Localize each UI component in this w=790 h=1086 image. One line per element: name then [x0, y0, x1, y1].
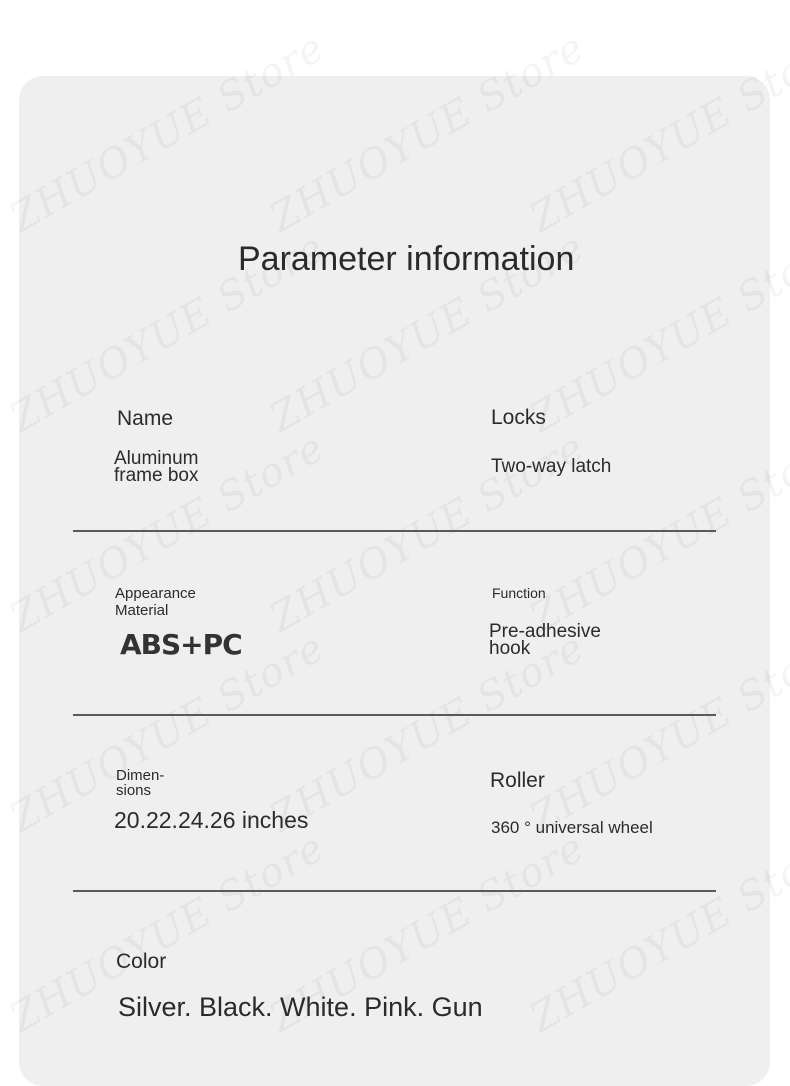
roller-value: 360 ° universal wheel [491, 818, 653, 837]
page-title: Parameter information [238, 240, 575, 278]
dimensions-label-line2: sions [116, 782, 152, 799]
material-label-line2: Material [115, 602, 169, 619]
color-label: Color [116, 950, 167, 973]
name-label: Name [117, 407, 174, 430]
watermark-text [782, 24, 790, 241]
divider-2 [73, 714, 716, 716]
watermark-text [782, 624, 790, 841]
material-value: ABS+PC [120, 628, 242, 661]
divider-3 [73, 890, 716, 892]
dimensions-label-line1: Dimen- [116, 767, 165, 784]
watermark-text [782, 424, 790, 641]
function-label: Function [492, 585, 546, 601]
function-value-line1: Pre-adhesive [489, 621, 601, 642]
watermark-text [782, 224, 790, 441]
divider-1 [73, 530, 716, 532]
parameter-card [19, 76, 770, 1086]
color-value: Silver. Black. White. Pink. Gun [118, 992, 483, 1022]
locks-label: Locks [491, 406, 546, 429]
function-value-line2: hook [489, 638, 531, 659]
name-value-line1: Aluminum [114, 448, 199, 469]
name-value-line2: frame box [114, 465, 199, 486]
locks-value: Two-way latch [491, 456, 612, 477]
dimensions-value: 20.22.24.26 inches [114, 807, 309, 833]
roller-label: Roller [490, 769, 545, 792]
material-label-line1: Appearance [115, 585, 196, 602]
watermark-text [782, 824, 790, 1041]
